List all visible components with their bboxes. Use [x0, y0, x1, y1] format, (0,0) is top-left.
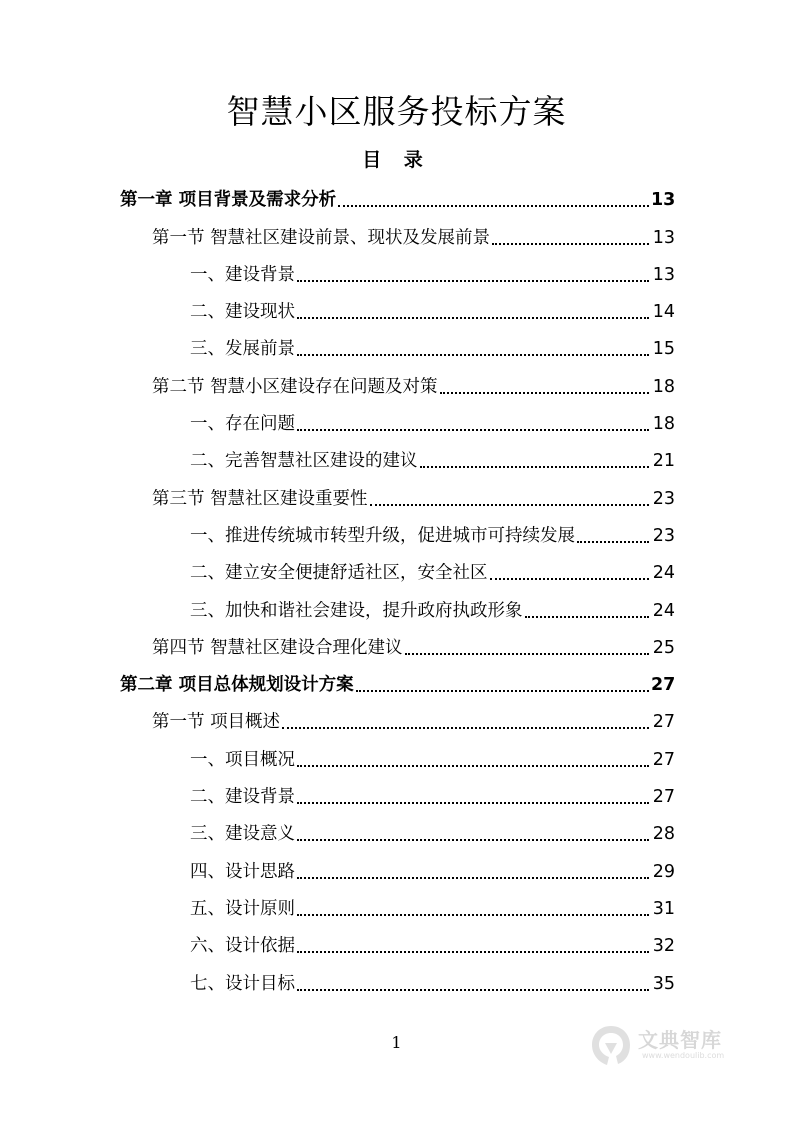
toc-section-entry[interactable]: [120, 475, 675, 512]
toc-section-entry[interactable]: [120, 625, 675, 662]
toc-entry-label: 六、设计依据: [190, 936, 295, 957]
toc-entry-label: 第一节 项目概述: [152, 712, 281, 733]
toc-subsection-entry[interactable]: [120, 736, 675, 773]
toc-dot-leader: [338, 205, 649, 207]
toc-entry-label: 二、建立安全便捷舒适社区，安全社区: [190, 563, 488, 584]
toc-entry-page: 35: [652, 973, 675, 994]
toc-chapter-entry[interactable]: [120, 662, 675, 699]
toc-entry-label: 四、设计思路: [190, 861, 295, 882]
toc-entry-label: 第二节 智慧小区建设存在问题及对策: [152, 376, 438, 397]
toc-entry-page: 27: [652, 712, 675, 733]
toc-entry-page: 31: [652, 898, 675, 919]
page-number: 1: [391, 1033, 402, 1052]
toc-entry-page: 27: [652, 787, 675, 808]
document-title: 智慧小区服务投标方案: [226, 92, 567, 131]
toc-entry-label: 第一节 智慧社区建设前景、现状及发展前景: [152, 227, 491, 248]
toc-subsection-entry[interactable]: [120, 886, 675, 923]
toc-dot-leader: [405, 653, 649, 655]
toc-section-entry[interactable]: [120, 699, 675, 736]
toc-entry-label: 三、加快和谐社会建设，提升政府执政形象: [190, 600, 523, 621]
toc-dot-leader: [577, 541, 649, 543]
toc-entry-label: 一、项目概况: [190, 749, 295, 770]
toc-section-entry[interactable]: [120, 363, 675, 400]
watermark-text: 文典智库: [638, 1028, 722, 1052]
toc-entry-label: 二、建设现状: [190, 302, 295, 323]
toc-dot-leader: [297, 914, 649, 916]
toc-subsection-entry[interactable]: [120, 923, 675, 960]
toc-dot-leader: [297, 951, 649, 953]
toc-entry-label: 一、推进传统城市转型升级，促进城市可持续发展: [190, 525, 575, 546]
toc-dot-leader: [297, 354, 649, 356]
toc-subsection-entry[interactable]: [120, 587, 675, 624]
toc-entry-page: 23: [652, 488, 675, 509]
toc-dot-leader: [492, 243, 649, 245]
toc-entry-page: 14: [652, 302, 675, 323]
toc-entry-label: 三、发展前景: [190, 339, 295, 360]
toc-entry-label: 第四节 智慧社区建设合理化建议: [152, 637, 403, 658]
toc-entry-label: 二、完善智慧社区建设的建议: [190, 451, 418, 472]
toc-entry-page: 28: [652, 824, 675, 845]
toc-dot-leader: [370, 504, 649, 506]
toc-subsection-entry[interactable]: [120, 774, 675, 811]
toc-subsection-entry[interactable]: [120, 960, 675, 997]
toc-dot-leader: [297, 989, 649, 991]
toc-entry-page: 27: [652, 749, 675, 770]
toc-entry-page: 13: [652, 264, 675, 285]
toc-entry-page: 23: [652, 525, 675, 546]
toc-entry-label: 一、存在问题: [190, 414, 295, 435]
toc-subsection-entry[interactable]: [120, 289, 675, 326]
wendian-logo-icon: [588, 1023, 634, 1069]
toc-entry-label: 第一章 项目背景及需求分析: [120, 190, 337, 211]
toc-dot-leader: [297, 317, 649, 319]
toc-entry-label: 第二章 项目总体规划设计方案: [120, 675, 354, 696]
toc-entry-label: 五、设计原则: [190, 898, 295, 919]
table-of-contents: [120, 177, 675, 998]
toc-entry-page: 27: [651, 675, 676, 696]
toc-entry-page: 24: [652, 600, 675, 621]
toc-heading: 目 录: [362, 149, 431, 171]
toc-subsection-entry[interactable]: [120, 438, 675, 475]
toc-chapter-entry[interactable]: [120, 177, 675, 214]
toc-dot-leader: [297, 802, 649, 804]
toc-subsection-entry[interactable]: [120, 550, 675, 587]
toc-dot-leader: [297, 765, 649, 767]
toc-subsection-entry[interactable]: [120, 513, 675, 550]
toc-dot-leader: [297, 280, 649, 282]
toc-subsection-entry[interactable]: [120, 326, 675, 363]
toc-entry-label: 一、建设背景: [190, 264, 295, 285]
toc-dot-leader: [525, 616, 650, 618]
toc-entry-page: 32: [652, 936, 675, 957]
toc-dot-leader: [490, 578, 650, 580]
toc-dot-leader: [297, 877, 649, 879]
toc-entry-page: 25: [652, 637, 675, 658]
toc-entry-page: 18: [652, 414, 675, 435]
toc-entry-page: 18: [652, 376, 675, 397]
toc-dot-leader: [297, 429, 649, 431]
toc-entry-page: 13: [652, 227, 675, 248]
toc-entry-page: 24: [652, 563, 675, 584]
toc-entry-label: 三、建设意义: [190, 824, 295, 845]
toc-subsection-entry[interactable]: [120, 848, 675, 885]
toc-entry-label: 第三节 智慧社区建设重要性: [152, 488, 368, 509]
toc-dot-leader: [282, 727, 649, 729]
toc-subsection-entry[interactable]: [120, 811, 675, 848]
toc-section-entry[interactable]: [120, 214, 675, 251]
toc-subsection-entry[interactable]: [120, 252, 675, 289]
toc-dot-leader: [356, 690, 649, 692]
toc-dot-leader: [297, 839, 649, 841]
toc-entry-label: 七、设计目标: [190, 973, 295, 994]
toc-entry-page: 13: [651, 190, 676, 211]
toc-subsection-entry[interactable]: [120, 401, 675, 438]
toc-entry-page: 29: [652, 861, 675, 882]
toc-entry-page: 21: [652, 451, 675, 472]
watermark: [588, 1020, 748, 1072]
watermark-url: www.wendoulib.com: [642, 1051, 725, 1060]
toc-entry-label: 二、建设背景: [190, 787, 295, 808]
toc-dot-leader: [440, 392, 649, 394]
toc-dot-leader: [420, 466, 650, 468]
toc-entry-page: 15: [652, 339, 675, 360]
